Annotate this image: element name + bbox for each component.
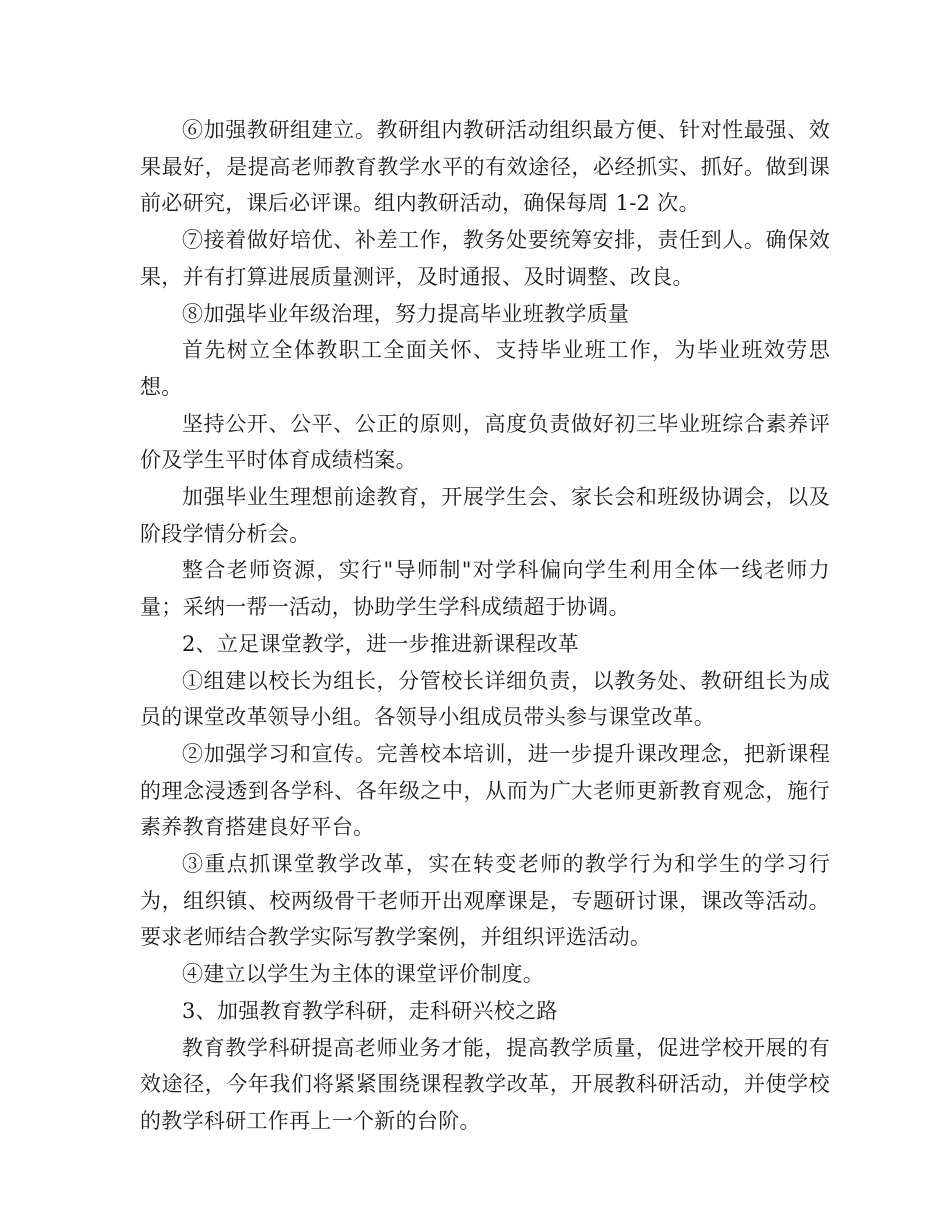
paragraph: ⑥加强教研组建立。教研组内教研活动组织最方便、针对性最强、效果最好，是提高老师教育教学水平的有效途径，必经抓实、抓好。做到课前必研究，课后必评课。组内教研活动，确保每周 1-2 次。 xyxy=(140,118,830,216)
paragraph: 加强毕业生理想前途教育，开展学生会、家长会和班级协调会，以及阶段学情分析会。 xyxy=(140,485,830,546)
paragraph: ⑧加强毕业年级治理，努力提高毕业班教学质量 xyxy=(182,301,630,326)
document-body xyxy=(140,112,830,1140)
paragraph: ③重点抓课堂教学改革，实在转变老师的教学行为和学生的学习行为，组织镇、校两级骨干老师开出观摩课是，专题研讨课，课改等活动。要求老师结合教学实际写教学案例，并组织评选活动。 xyxy=(140,852,830,950)
paragraph: ⑦接着做好培优、补差工作，教务处要统筹安排，责任到人。确保效果，并有打算进展质量测评，及时通报、及时调整、改良。 xyxy=(140,228,830,289)
paragraph: 教育教学科研提高老师业务才能，提高教学质量，促进学校开展的有效途径，今年我们将紧紧围绕课程教学改革，开展教科研活动，并使学校的教学科研工作再上一个新的台阶。 xyxy=(140,1035,830,1133)
paragraph: ①组建以校长为组长，分管校长详细负责，以教务处、教研组长为成员的课堂改革领导小组。各领导小组成员带头参与课堂改革。 xyxy=(140,668,830,730)
paragraph: 首先树立全体教职工全面关怀、支持毕业班工作，为毕业班效劳思想。 xyxy=(140,338,830,399)
paragraph: ④建立以学生为主体的课堂评价制度。 xyxy=(182,962,545,987)
paragraph: 坚持公开、公平、公正的原则，高度负责做好初三毕业班综合素养评价及学生平时体育成绩档案。 xyxy=(140,411,830,473)
paragraph: 整合老师资源，实行"导师制"对学科偏向学生利用全体一线老师力量；采纳一帮一活动，协助学生学科成绩超于协调。 xyxy=(140,558,830,620)
section-heading: 2、立足课堂教学，进一步推进新课程改革 xyxy=(182,631,580,656)
paragraph: ②加强学习和宣传。完善校本培训，进一步提升课改理念，把新课程的理念浸透到各学科、各年级之中，从而为广大老师更新教育观念，施行素养教育搭建良好平台。 xyxy=(140,741,830,840)
section-heading: 3、加强教育教学科研，走科研兴校之路 xyxy=(182,998,558,1023)
